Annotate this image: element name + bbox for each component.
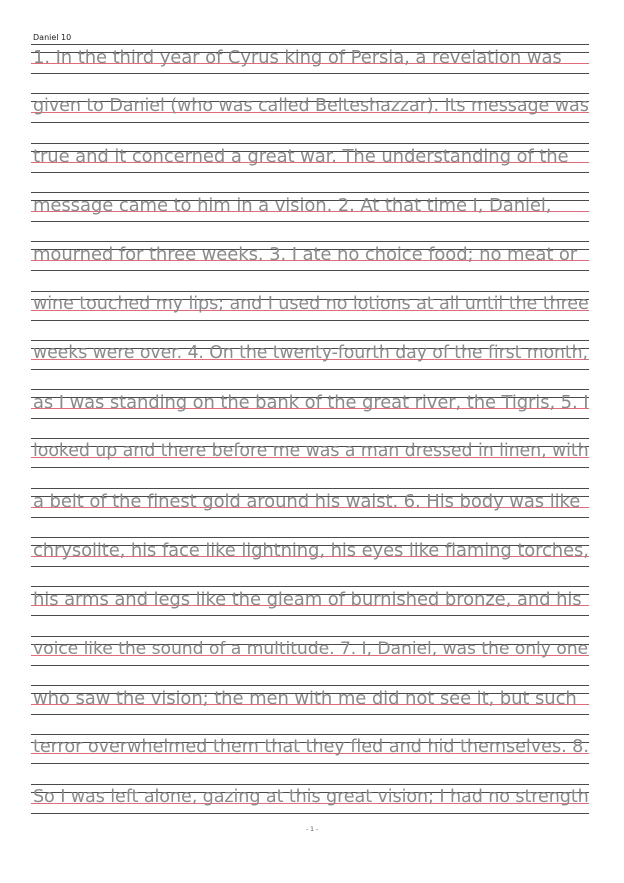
practice-row bbox=[31, 291, 589, 335]
guide-rule bbox=[31, 685, 589, 686]
practice-row bbox=[31, 685, 589, 729]
tracing-text-line: a belt of the finest gold around his waist. 6. His body was like bbox=[33, 490, 581, 512]
guide-rule bbox=[31, 122, 589, 123]
practice-row bbox=[31, 586, 589, 630]
tracing-text-line: mourned for three weeks. 3. I ate no choice food; no meat or bbox=[33, 244, 578, 266]
guide-rule bbox=[31, 784, 589, 785]
guide-rule bbox=[31, 586, 589, 587]
guide-rule bbox=[31, 369, 589, 370]
tracing-text-line: weeks were over. 4. On the twenty-fourth day of the first month, bbox=[33, 342, 588, 363]
practice-row bbox=[31, 734, 589, 778]
guide-rule bbox=[31, 93, 589, 94]
tracing-text-line: given to Daniel (who was called Belteshazzar). Its message was bbox=[33, 96, 589, 117]
tracing-text-line: his arms and legs like the gleam of burnished bronze, and his bbox=[33, 589, 582, 611]
tracing-text-line: true and it concerned a great war. The understanding of the bbox=[33, 145, 569, 167]
page-number: - 1 - bbox=[306, 826, 318, 833]
guide-rule bbox=[31, 291, 589, 292]
tracing-text-line: who saw the vision; the men with me did not see it, but such bbox=[33, 687, 577, 709]
tracing-text-line: terror overwhelmed them that they fled and hid themselves. 8. bbox=[33, 737, 589, 758]
tracing-text-line: chrysolite, his face like lightning, his eyes like flaming torches, bbox=[33, 540, 589, 561]
guide-rule bbox=[31, 270, 589, 271]
guide-rule bbox=[31, 467, 589, 468]
practice-row bbox=[31, 241, 589, 285]
tracing-text-line: 1. In the third year of Cyrus king of Persia, a revelation was bbox=[33, 47, 562, 68]
practice-row bbox=[31, 93, 589, 137]
practice-row bbox=[31, 636, 589, 680]
tracing-text-line: voice like the sound of a multitude. 7. I, Daniel, was the only one bbox=[33, 638, 589, 659]
guide-rule bbox=[31, 763, 589, 764]
practice-row bbox=[31, 488, 589, 532]
guide-rule bbox=[31, 221, 589, 222]
guide-rule bbox=[31, 418, 589, 419]
guide-rule bbox=[31, 192, 589, 193]
guide-rule bbox=[31, 566, 589, 567]
guide-rule bbox=[31, 44, 589, 45]
guide-rule bbox=[31, 734, 589, 735]
practice-row bbox=[31, 44, 589, 88]
practice-row bbox=[31, 143, 589, 187]
guide-rule bbox=[31, 143, 589, 144]
guide-rule bbox=[31, 172, 589, 173]
guide-rule bbox=[31, 615, 589, 616]
practice-row bbox=[31, 537, 589, 581]
tracing-text-line: wine touched my lips; and I used no lotions at all until the three bbox=[33, 293, 589, 314]
practice-row bbox=[31, 784, 589, 828]
page-header: Daniel 10 bbox=[33, 33, 72, 42]
guide-rule bbox=[31, 517, 589, 518]
guide-rule bbox=[31, 813, 589, 814]
tracing-text-line: So I was left alone, gazing at this great vision; I had no strength bbox=[33, 786, 589, 807]
handwriting-practice-lines bbox=[31, 0, 589, 883]
guide-rule bbox=[31, 438, 589, 439]
guide-rule bbox=[31, 537, 589, 538]
guide-rule bbox=[31, 488, 589, 489]
guide-rule bbox=[31, 636, 589, 637]
tracing-text-line: message came to him in a vision. 2. At that time I, Daniel, bbox=[33, 194, 552, 216]
guide-rule bbox=[31, 340, 589, 341]
guide-rule bbox=[31, 320, 589, 321]
practice-row bbox=[31, 340, 589, 384]
practice-row bbox=[31, 192, 589, 236]
guide-rule bbox=[31, 665, 589, 666]
guide-rule bbox=[31, 389, 589, 390]
guide-rule bbox=[31, 714, 589, 715]
practice-row bbox=[31, 389, 589, 433]
guide-rule bbox=[31, 73, 589, 74]
tracing-text-line: as I was standing on the bank of the great river, the Tigris, 5. I bbox=[33, 392, 589, 414]
guide-rule bbox=[31, 241, 589, 242]
tracing-text-line: looked up and there before me was a man dressed in linen, with bbox=[33, 441, 589, 462]
practice-row bbox=[31, 438, 589, 482]
